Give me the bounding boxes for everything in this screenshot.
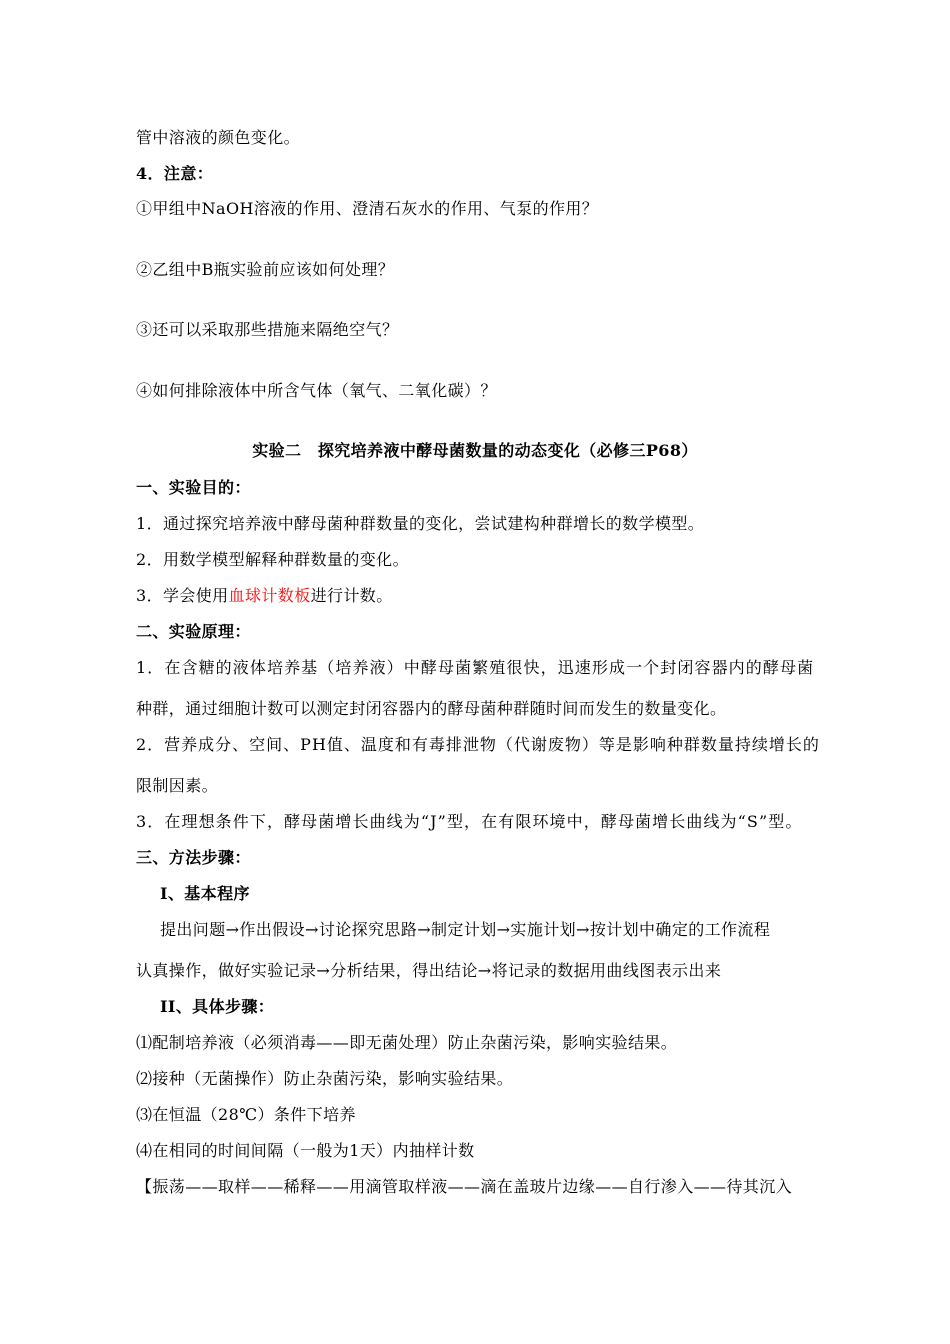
principle-item-3: 3．在理想条件下，酵母菌增长曲线为“J”型，在有限环境中，酵母菌增长曲线为“S”型。	[136, 812, 803, 831]
note-item-2: ②乙组中B瓶实验前应该如何处理？	[136, 260, 395, 279]
basic-procedure-line-2: 认真操作，做好实验记录→分析结果，得出结论→将记录的数据用曲线图表示出来	[136, 961, 722, 980]
purpose-item-3	[136, 585, 393, 607]
note-item-1: ①甲组中NaOH溶液的作用、澄清石灰水的作用、气泵的作用？	[136, 199, 599, 218]
section-heading-principle: 二、实验原理：	[136, 622, 251, 641]
purpose-item-3-suffix: 进行计数。	[310, 586, 393, 605]
principle-item-2-line-1: 2．营养成分、空间、PH值、温度和有毒排泄物（代谢废物）等是影响种群数量持续增长的	[136, 735, 820, 754]
experiment-title: 实验二 探究培养液中酵母菌数量的动态变化（必修三P68）	[252, 441, 698, 460]
purpose-item-2: 2．用数学模型解释种群数量的变化。	[136, 550, 409, 569]
purpose-item-1: 1．通过探究培养液中酵母菌种群数量的变化，尝试建构种群增长的数学模型。	[136, 514, 705, 533]
note-item-3: ③还可以采取那些措施来隔绝空气？	[136, 320, 399, 339]
step-4: ⑷在相同的时间间隔（一般为1天）内抽样计数	[136, 1141, 475, 1160]
subsection-heading-steps: II、具体步骤：	[160, 997, 275, 1016]
note-item-4: ④如何排除液体中所含气体（氧气、二氧化碳）？	[136, 381, 497, 400]
principle-item-1-line-2: 种群，通过细胞计数可以测定封闭容器内的酵母菌种群随时间而发生的数量变化。	[136, 699, 727, 718]
text-line: 管中溶液的颜色变化。	[136, 128, 301, 147]
subsection-heading-basic: I、基本程序	[160, 884, 250, 903]
step-3: ⑶在恒温（28℃）条件下培养	[136, 1105, 356, 1124]
principle-item-2-line-2: 限制因素。	[136, 776, 219, 795]
section-heading-method: 三、方法步骤：	[136, 848, 251, 867]
purpose-item-3-prefix: 3．学会使用	[136, 586, 229, 605]
principle-item-1-line-1: 1．在含糖的液体培养基（培养液）中酵母菌繁殖很快，迅速形成一个封闭容器内的酵母菌	[136, 658, 815, 677]
note-heading: 4．注意：	[136, 164, 214, 183]
highlighted-term: 血球计数板	[228, 586, 311, 605]
step-1: ⑴配制培养液（必须消毒——即无菌处理）防止杂菌污染，影响实验结果。	[136, 1033, 678, 1052]
step-2: ⑵接种（无菌操作）防止杂菌污染，影响实验结果。	[136, 1069, 514, 1088]
step-5: 【振荡——取样——稀释——用滴管取样液——滴在盖玻片边缘——自行渗入——待其沉入	[136, 1177, 793, 1196]
basic-procedure-line-1: 提出问题→作出假设→讨论探究思路→制定计划→实施计划→按计划中确定的工作流程	[160, 920, 771, 939]
section-heading-purpose: 一、实验目的：	[136, 478, 251, 497]
